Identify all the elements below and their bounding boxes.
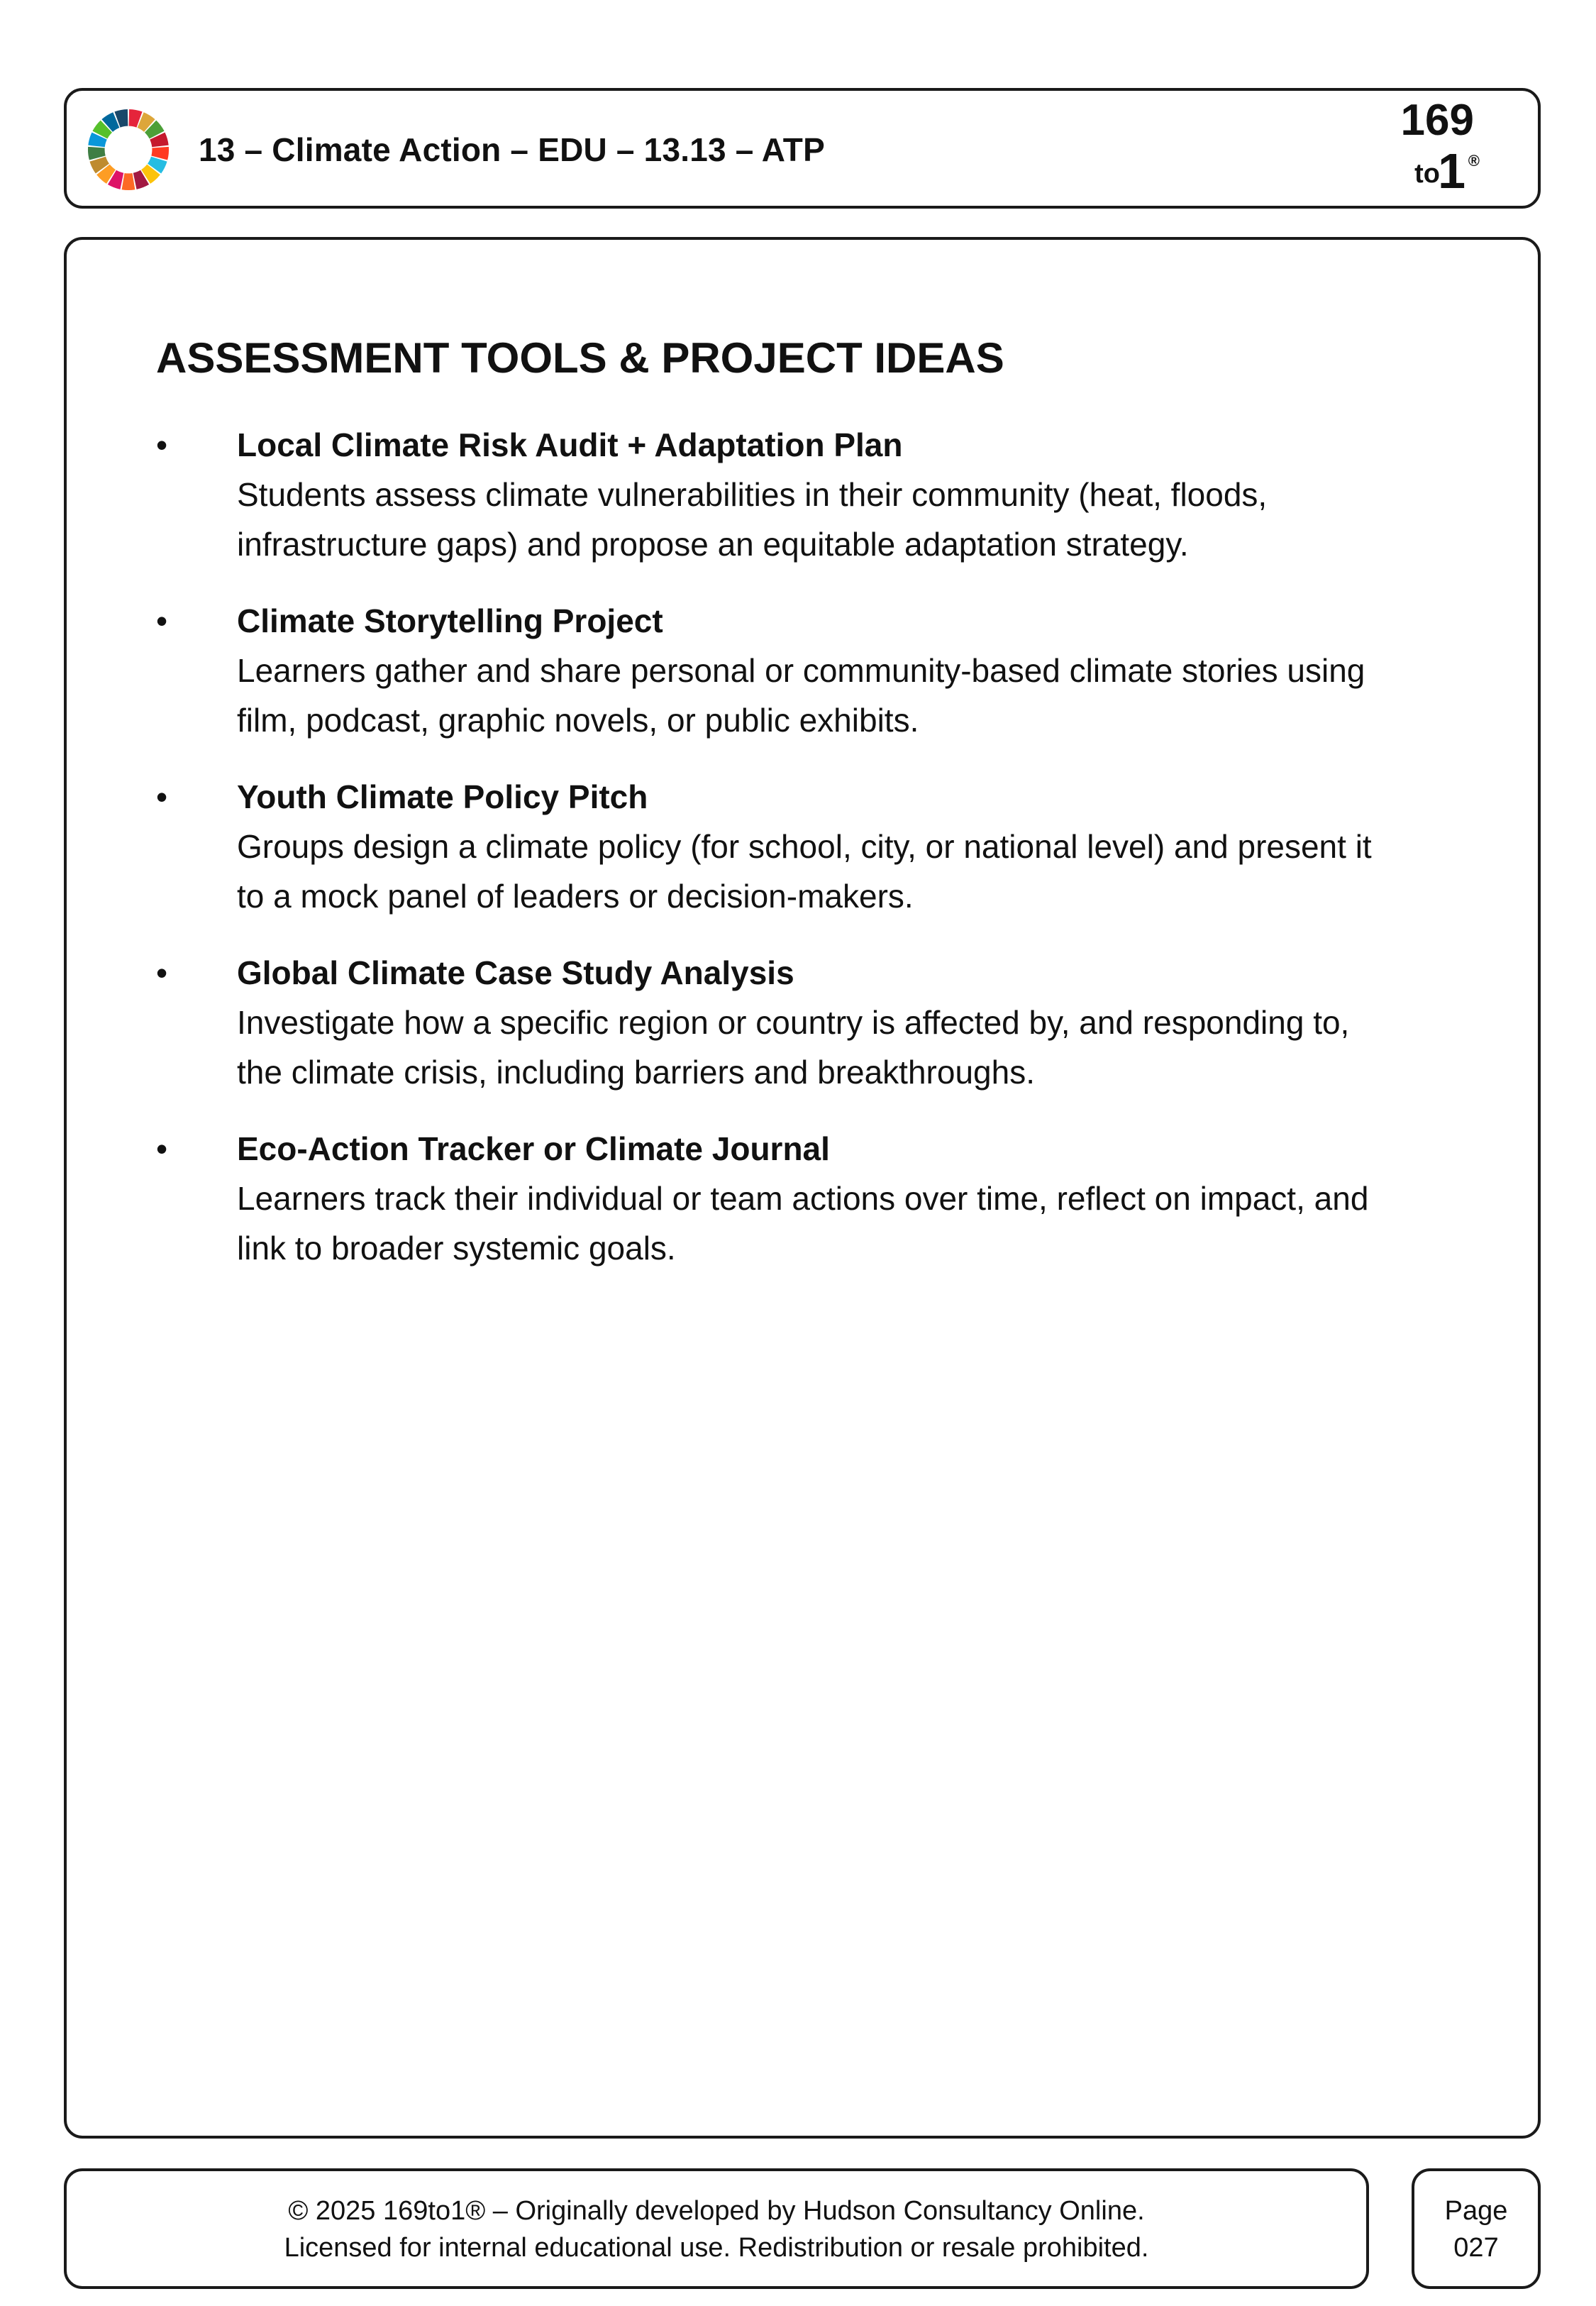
sdg-wheel-logo <box>87 108 170 192</box>
item-title: Eco-Action Tracker or Climate Journal <box>237 1130 830 1167</box>
section-heading: ASSESSMENT TOOLS & PROJECT IDEAS <box>156 334 1004 382</box>
list-item <box>156 420 1475 569</box>
item-title: Local Climate Risk Audit + Adaptation Plan <box>237 426 903 463</box>
license-line: Licensed for internal educational use. Redistribution or resale prohibited. <box>284 2233 1149 2263</box>
sdg-wheel-segment <box>122 173 135 190</box>
copyright-notice <box>67 2192 1366 2266</box>
bullet-icon: • <box>156 1130 168 1167</box>
bullet-icon: • <box>156 954 168 991</box>
page-number: 027 <box>1453 2233 1499 2263</box>
list-item <box>156 1124 1475 1273</box>
project-ideas-list <box>156 420 1475 1300</box>
footer-box <box>64 2168 1369 2289</box>
page-label: Page <box>1444 2196 1508 2226</box>
item-title: Youth Climate Policy Pitch <box>237 778 648 815</box>
item-title: Global Climate Case Study Analysis <box>237 954 794 991</box>
item-description-line: Students assess climate vulnerabilities in their community (heat, floods, <box>237 476 1268 513</box>
page-indicator <box>1414 2192 1538 2266</box>
item-description-line: film, podcast, graphic novels, or public exhibits. <box>237 702 919 739</box>
item-description-line: to a mock panel of leaders or decision-makers. <box>237 878 914 915</box>
page-number-box <box>1412 2168 1541 2289</box>
item-description-line: infrastructure gaps) and propose an equitable adaptation strategy. <box>237 526 1189 563</box>
item-description-line: Learners gather and share personal or community-based climate stories using <box>237 652 1365 689</box>
item-description-line: Investigate how a specific region or country is affected by, and responding to, <box>237 1004 1350 1041</box>
brand-one: 1 <box>1438 143 1465 199</box>
bullet-icon: • <box>156 778 168 815</box>
list-item <box>156 948 1475 1097</box>
item-title: Climate Storytelling Project <box>237 602 663 639</box>
item-description-line: Learners track their individual or team actions over time, reflect on impact, and <box>237 1180 1369 1217</box>
brand-to: to <box>1414 159 1440 189</box>
item-description-line: link to broader systemic goals. <box>237 1230 676 1267</box>
list-item <box>156 772 1475 921</box>
document-code-title: 13 – Climate Action – EDU – 13.13 – ATP <box>199 131 825 168</box>
bullet-icon: • <box>156 602 168 639</box>
brand-registered-mark: ® <box>1468 152 1480 170</box>
list-item <box>156 596 1475 745</box>
item-description-line: Groups design a climate policy (for school, city, or national level) and present it <box>237 828 1372 865</box>
copyright-line: © 2025 169to1® – Originally developed by Hudson Consultancy Online. <box>288 2196 1145 2226</box>
brand-logo <box>1373 96 1480 203</box>
content-box <box>64 237 1541 2139</box>
header-box <box>64 88 1541 209</box>
bullet-icon: • <box>156 426 168 463</box>
item-description-line: the climate crisis, including barriers and breakthroughs. <box>237 1054 1035 1091</box>
brand-number: 169 <box>1400 96 1474 145</box>
